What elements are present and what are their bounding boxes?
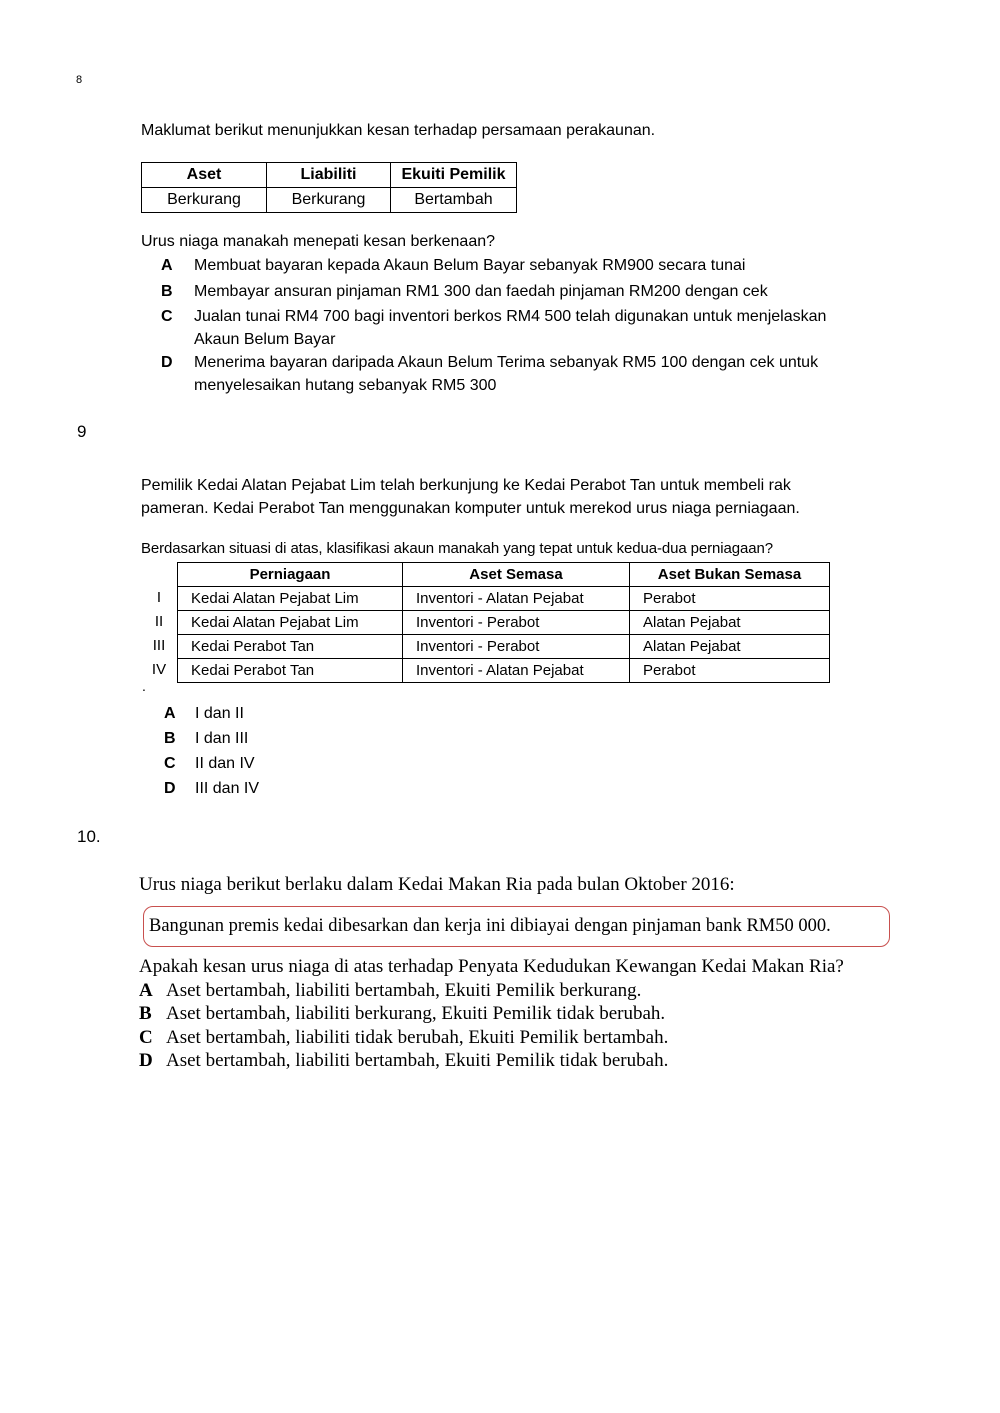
table-cell: Kedai Perabot Tan — [178, 635, 403, 659]
table-cell: Alatan Pejabat — [630, 635, 830, 659]
option-letter: C — [139, 1027, 153, 1048]
option-text: Aset bertambah, liabiliti tidak berubah, Ekuiti Pemilik bertambah. — [166, 1027, 669, 1048]
question-10-number: 10. — [77, 827, 101, 846]
question-9-number: 9 — [77, 422, 87, 441]
row-label: IV — [151, 661, 167, 678]
option-text — [194, 281, 768, 304]
table-cell: Berkurang — [142, 188, 267, 213]
table-cell: Bertambah — [391, 188, 517, 213]
roman-numeral-labels — [143, 586, 175, 682]
option-text: Aset bertambah, liabiliti bertambah, Ekuiti Pemilik berkurang. — [166, 980, 642, 1001]
row-label: III — [152, 637, 166, 654]
table-cell: Inventori - Perabot — [403, 611, 630, 635]
question-10-question: Apakah kesan urus niaga di atas terhadap Penyata Kedudukan Kewangan Kedai Makan Ria? — [139, 956, 844, 977]
option-letter: A — [139, 980, 153, 1001]
option-text: Aset bertambah, liabiliti bertambah, Ekuiti Pemilik tidak berubah. — [166, 1050, 669, 1071]
table-cell: Kedai Alatan Pejabat Lim — [178, 587, 403, 611]
row-label: II — [154, 613, 164, 630]
option-text: II dan IV — [195, 755, 255, 772]
option-text-line: Menerima bayaran daripada Akaun Belum Terima sebanyak RM5 100 dengan cek untuk — [194, 354, 819, 371]
option-letter: D — [139, 1050, 153, 1071]
question-9-paragraph — [141, 474, 800, 520]
table-cell: Inventori - Alatan Pejabat — [403, 659, 630, 683]
table-row — [178, 611, 830, 635]
paragraph-line: pameran. Kedai Perabot Tan menggunakan komputer untuk merekod urus niaga perniagaan. — [141, 500, 800, 517]
transaction-text: Bangunan premis kedai dibesarkan dan kerja ini dibiayai dengan pinjaman bank RM50 000. — [149, 916, 831, 936]
table-header-row — [142, 163, 517, 188]
table-cell: Perabot — [630, 587, 830, 611]
question-8-effect-table — [141, 162, 517, 213]
table-row — [178, 659, 830, 683]
table-cell: Inventori - Perabot — [403, 635, 630, 659]
option-text — [194, 306, 826, 351]
option-text-line: Akaun Belum Bayar — [194, 330, 336, 348]
question-9-question: Berdasarkan situasi di atas, klasifikasi akaun manakah yang tepat untuk kedua-dua perniagaan? — [141, 540, 773, 557]
question-8-stem: Maklumat berikut menunjukkan kesan terhadap persamaan perakaunan. — [141, 122, 656, 139]
header-aset-semasa: Aset Semasa — [403, 563, 630, 587]
option-text: III dan IV — [195, 780, 260, 797]
option-letter: C — [164, 755, 176, 772]
table-header-row — [178, 563, 830, 587]
question-9-classification-table — [177, 562, 830, 683]
header-aset-bukan-semasa: Aset Bukan Semasa — [630, 563, 830, 587]
paragraph-line: Pemilik Kedai Alatan Pejabat Lim telah berkunjung ke Kedai Perabot Tan untuk membeli rak — [141, 477, 791, 494]
header-aset: Aset — [142, 163, 267, 188]
option-letter: B — [161, 283, 173, 300]
table-cell: Kedai Alatan Pejabat Lim — [178, 611, 403, 635]
table-cell: Inventori - Alatan Pejabat — [403, 587, 630, 611]
option-text — [194, 255, 745, 278]
header-ekuiti-pemilik: Ekuiti Pemilik — [391, 163, 517, 188]
option-text-line: Jualan tunai RM4 700 bagi inventori berkos RM4 500 telah digunakan untuk menjelaskan — [194, 308, 827, 325]
question-8-question: Urus niaga manakah menepati kesan berkenaan? — [141, 233, 496, 250]
table-cell: Perabot — [630, 659, 830, 683]
header-liabiliti: Liabiliti — [267, 163, 391, 188]
table-row — [142, 188, 517, 213]
option-letter: B — [139, 1003, 152, 1024]
table-cell: Kedai Perabot Tan — [178, 659, 403, 683]
option-letter: A — [161, 257, 173, 274]
option-text — [194, 352, 818, 397]
question-10-transaction-box — [143, 906, 890, 947]
option-text: I dan II — [195, 705, 244, 722]
table-cell: Alatan Pejabat — [630, 611, 830, 635]
question-8-number: 8 — [76, 74, 83, 86]
option-letter: D — [164, 780, 176, 797]
option-text-line: Membuat bayaran kepada Akaun Belum Bayar sebanyak RM900 secara tunai — [194, 257, 746, 274]
option-text-line: menyelesaikan hutang sebanyak RM5 300 — [194, 376, 497, 394]
option-text: I dan III — [195, 730, 249, 747]
row-label: I — [156, 589, 162, 606]
option-letter: D — [161, 354, 173, 371]
option-letter: B — [164, 730, 176, 747]
stray-dot-mark: . — [142, 678, 146, 694]
question-10-intro: Urus niaga berikut berlaku dalam Kedai Makan Ria pada bulan Oktober 2016: — [139, 874, 735, 895]
table-row — [178, 635, 830, 659]
table-row — [178, 587, 830, 611]
option-text: Aset bertambah, liabiliti berkurang, Ekuiti Pemilik tidak berubah. — [166, 1003, 666, 1024]
option-letter: C — [161, 308, 173, 325]
option-text-line: Membayar ansuran pinjaman RM1 300 dan faedah pinjaman RM200 dengan cek — [194, 283, 768, 300]
table-cell: Berkurang — [267, 188, 391, 213]
option-letter: A — [164, 705, 176, 722]
header-perniagaan: Perniagaan — [178, 563, 403, 587]
